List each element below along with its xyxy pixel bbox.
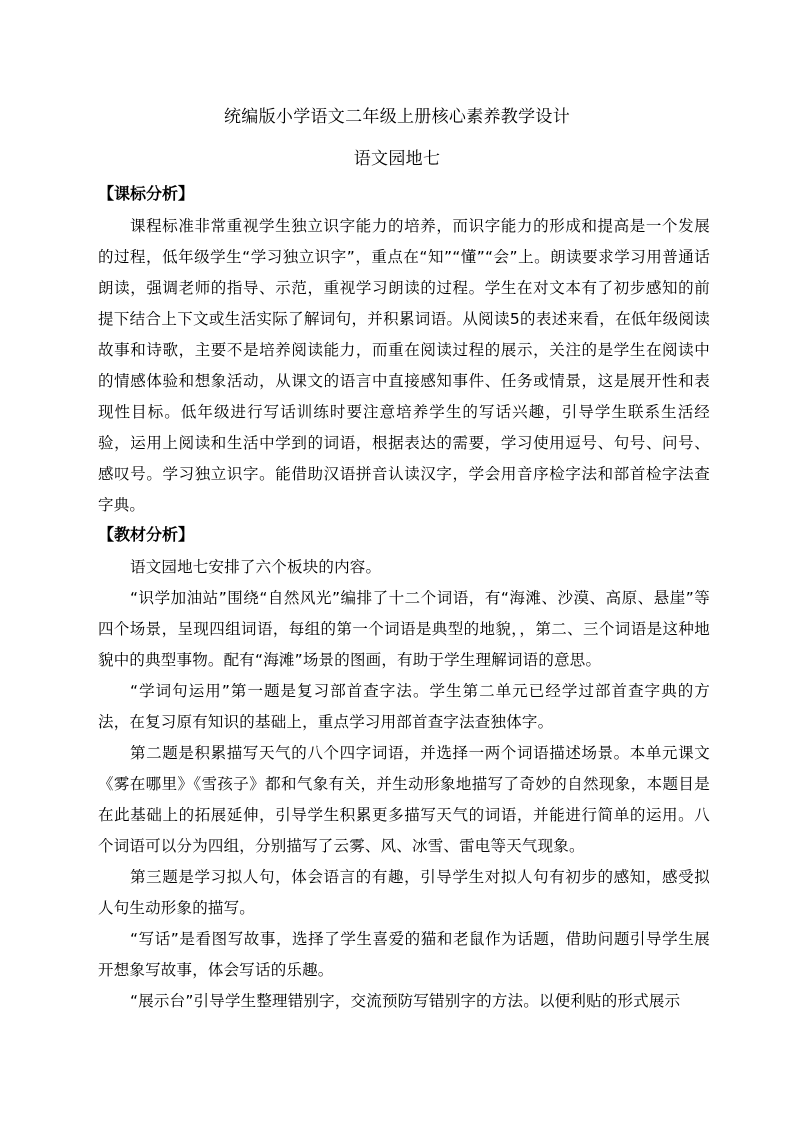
section-heading-textbook-analysis: 【教材分析】 xyxy=(98,525,195,544)
paragraph-literacy-station: “识学加油站”围绕“自然风光”编排了十二个词语，有“海滩、沙漠、高原、悬崖”等四个场景，呈现四组词语，每组的第一个词语是典型的地貌，，第二、三个词语是这种地貌中的典型事物。配有“海滩”场景的图画，有助于学生理解词语的意思。 xyxy=(98,589,710,669)
paragraph-word-usage-q2: 第二题是积累描写天气的八个四字词语，并选择一两个词语描述场景。本单元课文《雾在哪里》《雪孩子》都和气象有关，并生动形象地描写了奇妙的自然现象，本题目是在此基础上的拓展延伸，引导学生积累更多描写天气的词语，并能进行简单的运用。八个词语可以分为四组，分别描写了云雾、风、冰雪、雷电等天气现象。 xyxy=(98,744,710,855)
paragraph-word-usage-q3: 第三题是学习拟人句，体会语言的有趣，引导学生对拟人句有初步的感知，感受拟人句生动形象的描写。 xyxy=(98,868,710,917)
paragraph-showcase: “展示台”引导学生整理错别字，交流预防写错别字的方法。以便利贴的形式展示 xyxy=(130,992,681,1010)
section-heading-curriculum-analysis: 【课标分析】 xyxy=(98,184,195,203)
document-subtitle: 语文园地七 xyxy=(353,149,441,169)
paragraph-textbook-overview: 语文园地七安排了六个板块的内容。 xyxy=(130,558,382,576)
paragraph-word-usage-q1: “学词句运用”第一题是复习部首查字法。学生第二单元已经学过部首查字典的方法，在复习原有知识的基础上，重点学习用部首查字法查独体字。 xyxy=(98,682,710,731)
paragraph-curriculum-analysis: 课程标准非常重视学生独立识字能力的培养，而识字能力的形成和提高是一个发展的过程，低年级学生“学习独立识字”，重点在“知”“懂”“会”上。朗读要求学习用普通话朗读，强调老师的指导、示范，重视学习朗读的过程。学生在对文本有了初步感知的前提下结合上下文或生活实际了解词句，并积累词语。从阅读5的表述来看，在低年级阅读故事和诗歌，主要不是培养阅读能力，而重在阅读过程的展示，关注的是学生在阅读中的情感体验和想象活动，从课文的语言中直接感知事件、任务或情景，这是展开性和表现性目标。低年级进行写话训练时要注意培养学生的写话兴趣，引导学生联系生活经验，运用上阅读和生活中学到的词语，根据表达的需要，学习使用逗号、句号、问号、感叹号。学习独立识字。能借助汉语拼音认读汉字，学会用音序检字法和部首检字法查字典。 xyxy=(98,217,710,514)
paragraph-writing: “写话”是看图写故事，选择了学生喜爱的猫和老鼠作为话题，借助问题引导学生展开想象写故事，体会写话的乐趣。 xyxy=(98,930,710,979)
document-title: 统编版小学语文二年级上册核心素养教学设计 xyxy=(224,107,570,127)
